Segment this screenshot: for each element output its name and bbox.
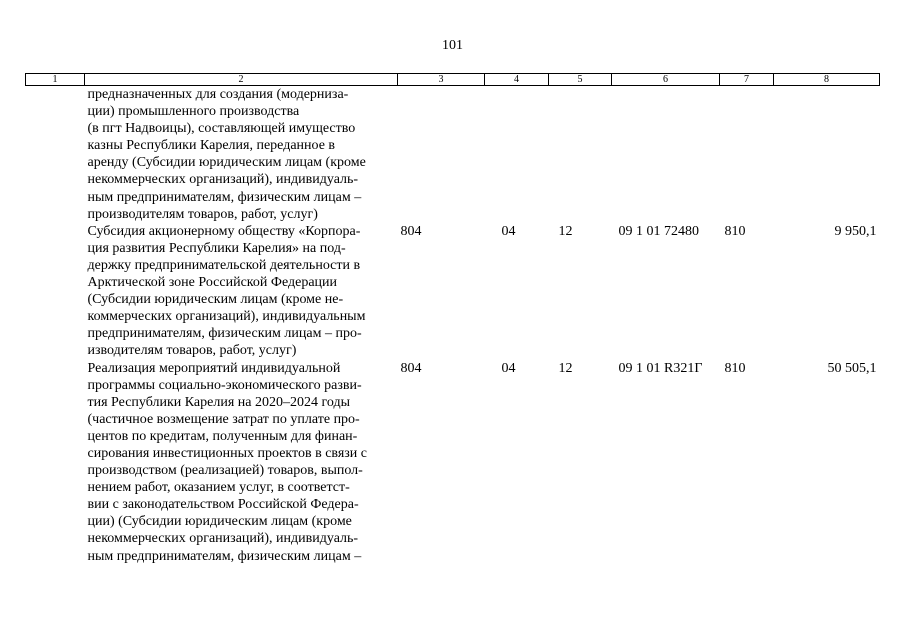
- description-line: (Субсидии юридическим лицам (кроме не-: [87, 292, 344, 308]
- column-number-header-row: [26, 74, 880, 86]
- description-line: сирования инвестиционных проектов в связи с: [87, 445, 368, 461]
- row-description: [85, 223, 398, 360]
- description-line: ции) (Субсидии юридическим лицам (кроме: [87, 514, 352, 530]
- description-line: предпринимателям, физическим лицам – про-: [87, 326, 362, 342]
- description-line: изводителям товаров, работ, услуг): [87, 343, 297, 359]
- description-line: вии с законодательством Российской Федера-: [87, 497, 359, 513]
- description-line: тия Республики Карелия на 2020–2024 годы: [87, 394, 351, 410]
- description-line: казны Республики Карелия, переданное в: [87, 138, 336, 154]
- description-line: некоммерческих организаций), индивидуаль-: [87, 531, 359, 547]
- table-row: [26, 86, 880, 223]
- subsection-code: [549, 86, 612, 223]
- subsection-code: 12: [558, 223, 573, 239]
- column-header-7: 7: [720, 74, 774, 86]
- row-empty-cell: [26, 223, 85, 360]
- description-line: аренду (Субсидии юридическим лицам (кроме: [87, 155, 366, 171]
- section-code: 04: [501, 360, 516, 376]
- description-line: нением работ, оказанием услуг, в соответст-: [87, 480, 350, 496]
- target-article-code: [612, 86, 720, 223]
- description-line: программы социально-экономического разви-: [87, 377, 362, 393]
- amount: [774, 86, 880, 223]
- row-empty-cell: [26, 86, 85, 223]
- target-article-code: 09 1 01 R321Г: [618, 360, 703, 376]
- target-article-code: 09 1 01 72480: [618, 223, 699, 239]
- description-line: (в пгт Надвоицы), составляющей имущество: [87, 121, 356, 137]
- column-header-5: 5: [549, 74, 612, 86]
- description-line: ция развития Республики Карелия» на под-: [87, 240, 346, 256]
- column-header-2: 2: [85, 74, 398, 86]
- description-line: производителям товаров, работ, услуг): [87, 206, 318, 222]
- expense-type-code: 810: [724, 360, 746, 376]
- column-header-4: 4: [485, 74, 549, 86]
- ministry-code: 804: [400, 360, 422, 376]
- table-row: [26, 360, 880, 565]
- description-line: некоммерческих организаций), индивидуаль-: [87, 172, 359, 188]
- column-header-3: 3: [398, 74, 485, 86]
- subsection-code: 12: [558, 360, 573, 376]
- description-line: ции) промышленного производства: [87, 104, 300, 120]
- description-line: коммерческих организаций), индивидуальным: [87, 309, 366, 325]
- expense-type-code: [720, 86, 774, 223]
- description-line: Арктической зоне Российской Федерации: [87, 275, 338, 291]
- description-line: производством (реализацией) товаров, выпол-: [87, 463, 363, 479]
- description-line: Субсидия акционерному обществу «Корпора-: [87, 223, 361, 239]
- description-line: ным предпринимателям, физическим лицам –: [87, 548, 362, 564]
- row-description: [85, 86, 398, 223]
- column-header-8: 8: [774, 74, 880, 86]
- expense-type-code: 810: [724, 223, 746, 239]
- row-empty-cell: [26, 360, 85, 565]
- table-row: [26, 223, 880, 360]
- column-header-1: 1: [26, 74, 85, 86]
- description-line: держку предпринимательской деятельности в: [87, 257, 361, 273]
- budget-table: [25, 73, 880, 565]
- description-line: ным предпринимателям, физическим лицам –: [87, 189, 362, 205]
- column-header-6: 6: [612, 74, 720, 86]
- description-line: Реализация мероприятий индивидуальной: [87, 360, 341, 376]
- section-code: [485, 86, 549, 223]
- description-line: предназначенных для создания (модерниза-: [87, 87, 349, 102]
- amount: 50 505,1: [827, 360, 877, 376]
- amount: 9 950,1: [834, 223, 877, 239]
- page-number: 101: [442, 38, 463, 53]
- section-code: 04: [501, 223, 516, 239]
- ministry-code: [398, 86, 485, 223]
- ministry-code: 804: [400, 223, 422, 239]
- description-line: (частичное возмещение затрат по уплате про-: [87, 411, 360, 427]
- description-line: центов по кредитам, полученным для финан-: [87, 428, 358, 444]
- row-description: [85, 360, 398, 565]
